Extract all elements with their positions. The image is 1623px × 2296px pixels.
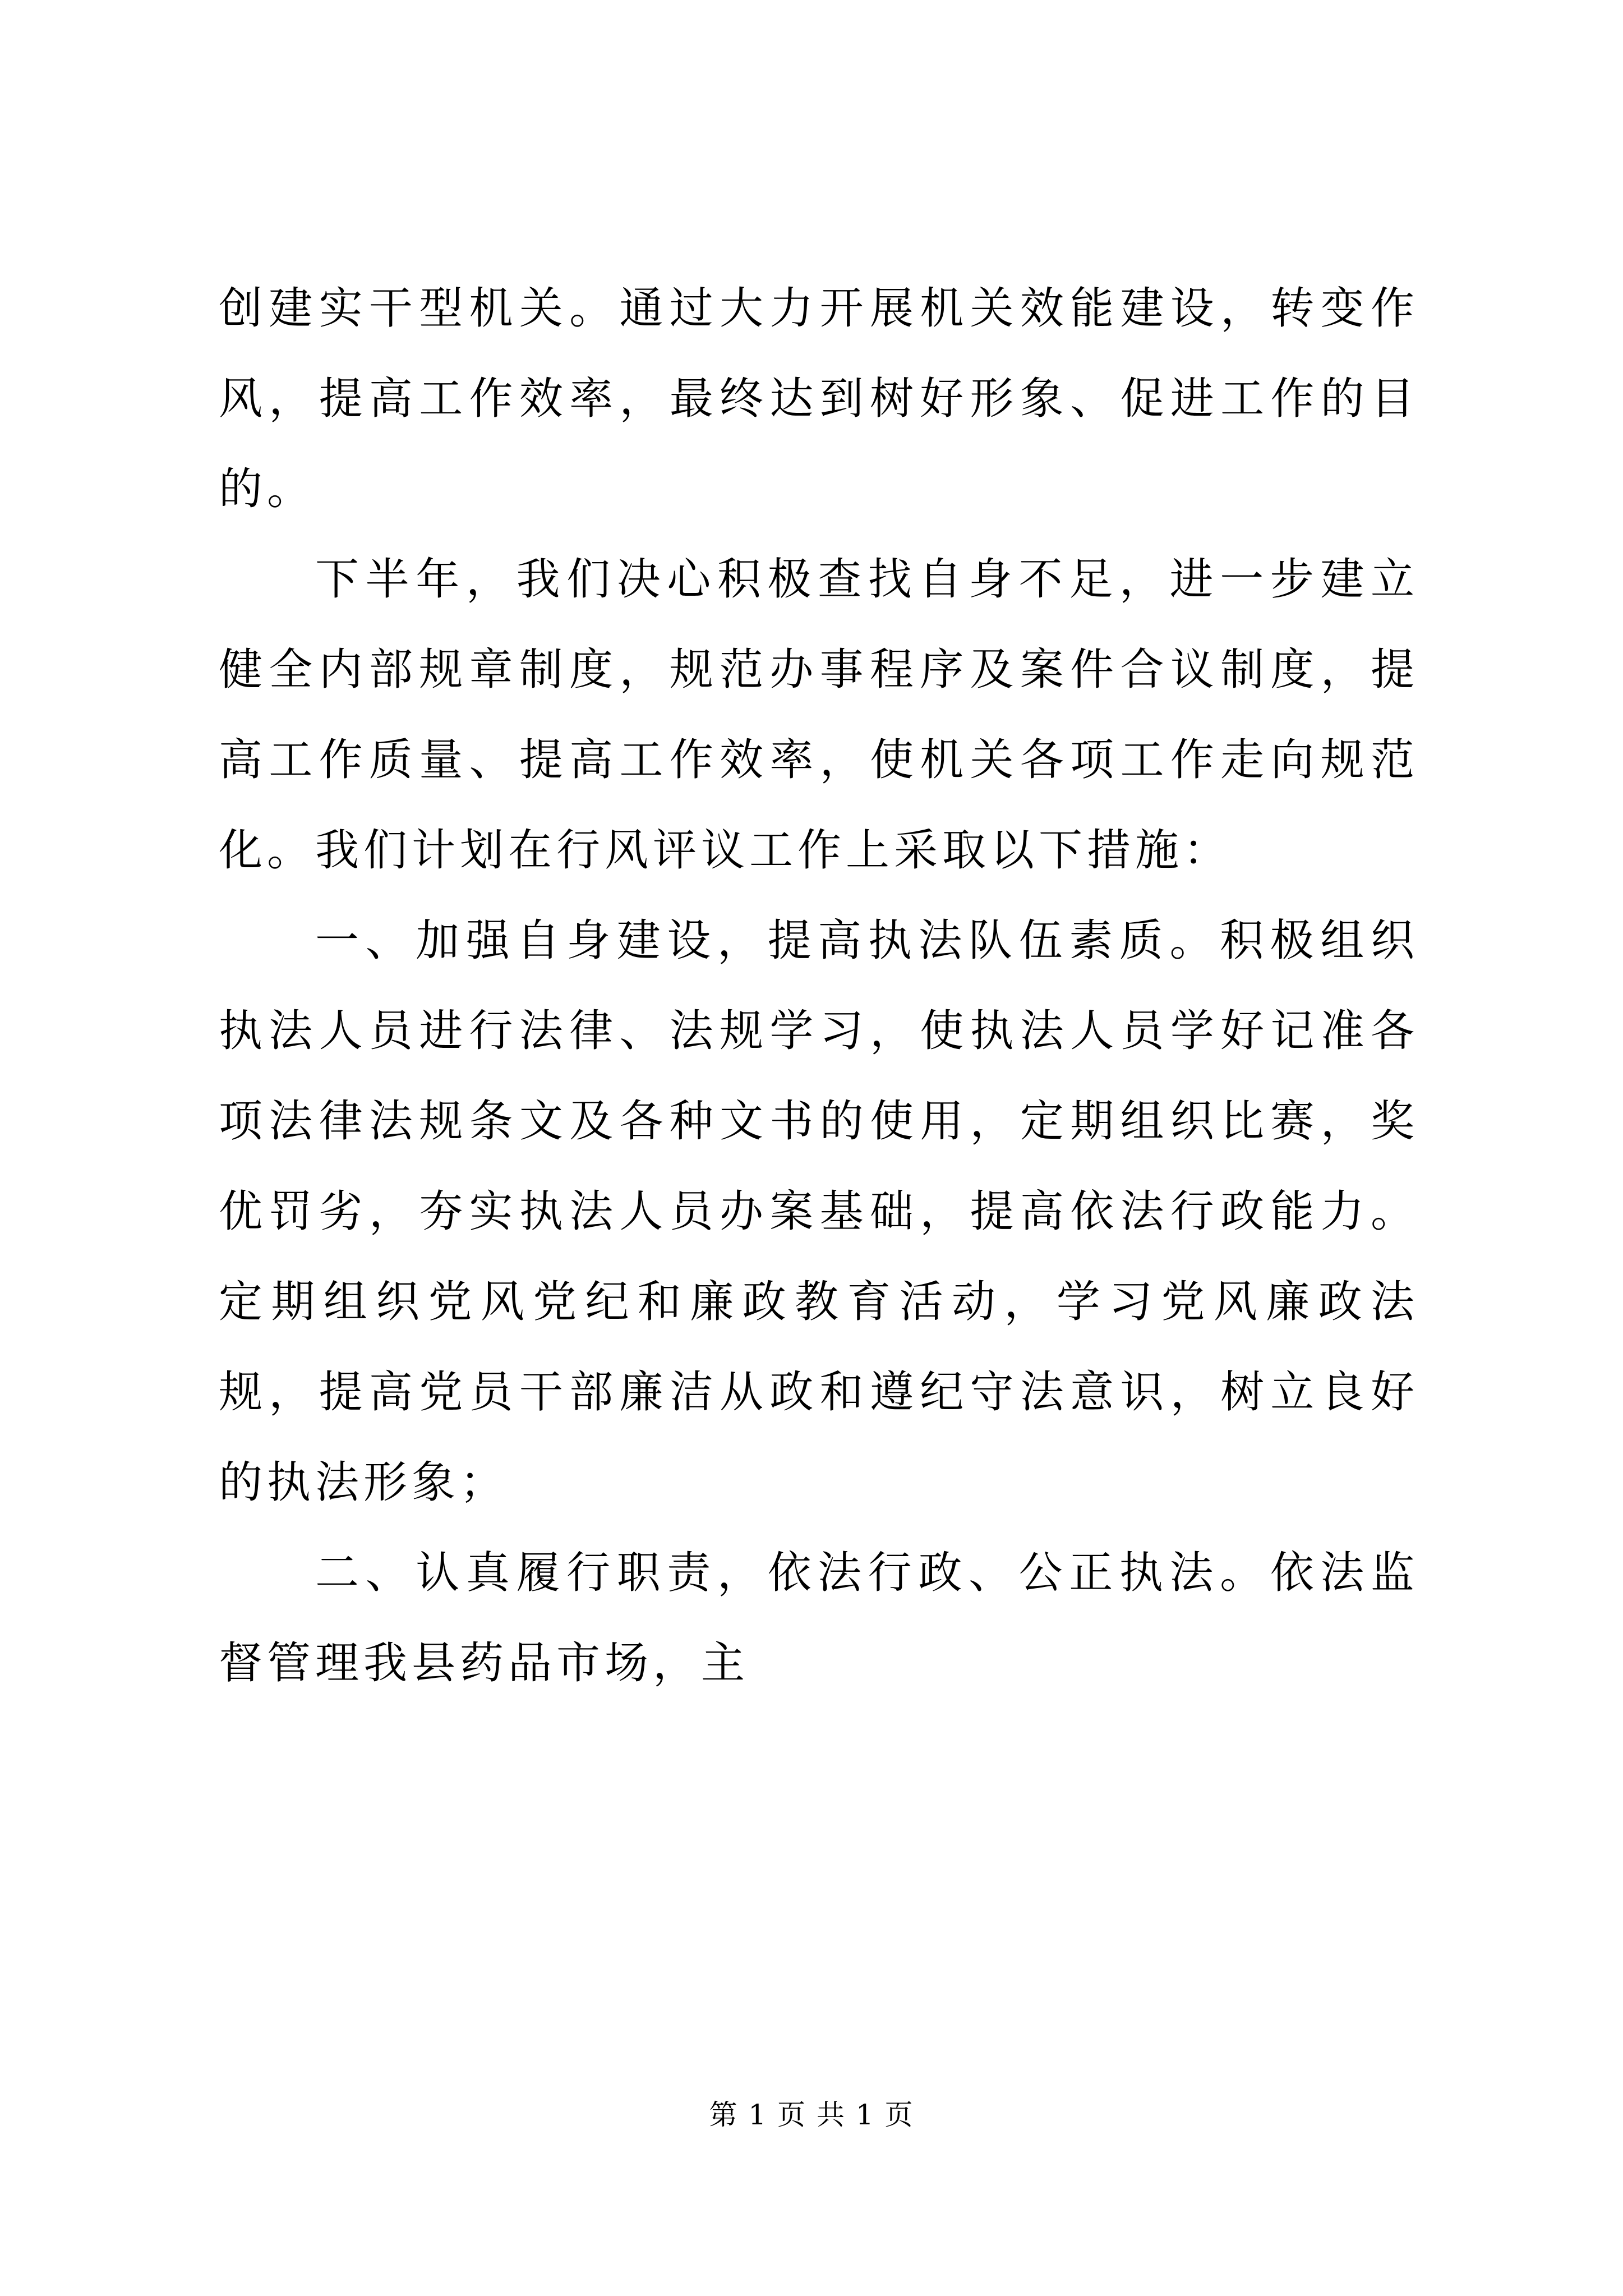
paragraph-measure-one: 一、加强自身建设，提高执法队伍素质。积极组织执法人员进行法律、法规学习，使执法人员学好记准各项法律法规条文及各种文书的使用，定期组织比赛，奖优罚劣，夯实执法人员办案基础，提高依法行政能力。定期组织党风党纪和廉政教育活动，学习党风廉政法规，提高党员干部廉洁从政和遵纪守法意识，树立良好的执法形象； bbox=[219, 915, 1419, 1508]
document-body bbox=[219, 264, 1419, 1709]
paragraph-measure-two: 二、认真履行职责，依法行政、公正执法。依法监督管理我县药品市场，主 bbox=[219, 1548, 1419, 1688]
paragraph-continuation: 创建实干型机关。通过大力开展机关效能建设，转变作风，提高工作效率，最终达到树好形象、促进工作的目的。 bbox=[219, 283, 1419, 514]
page-footer bbox=[0, 2095, 1623, 2134]
paragraph-second-half-plan: 下半年，我们决心积极查找自身不足，进一步建立健全内部规章制度，规范办事程序及案件合议制度，提高工作质量、提高工作效率，使机关各项工作走向规范化。我们计划在行风评议工作上采取以下措施： bbox=[219, 554, 1419, 876]
page-number-indicator: 第 1 页 共 1 页 bbox=[709, 2099, 914, 2131]
